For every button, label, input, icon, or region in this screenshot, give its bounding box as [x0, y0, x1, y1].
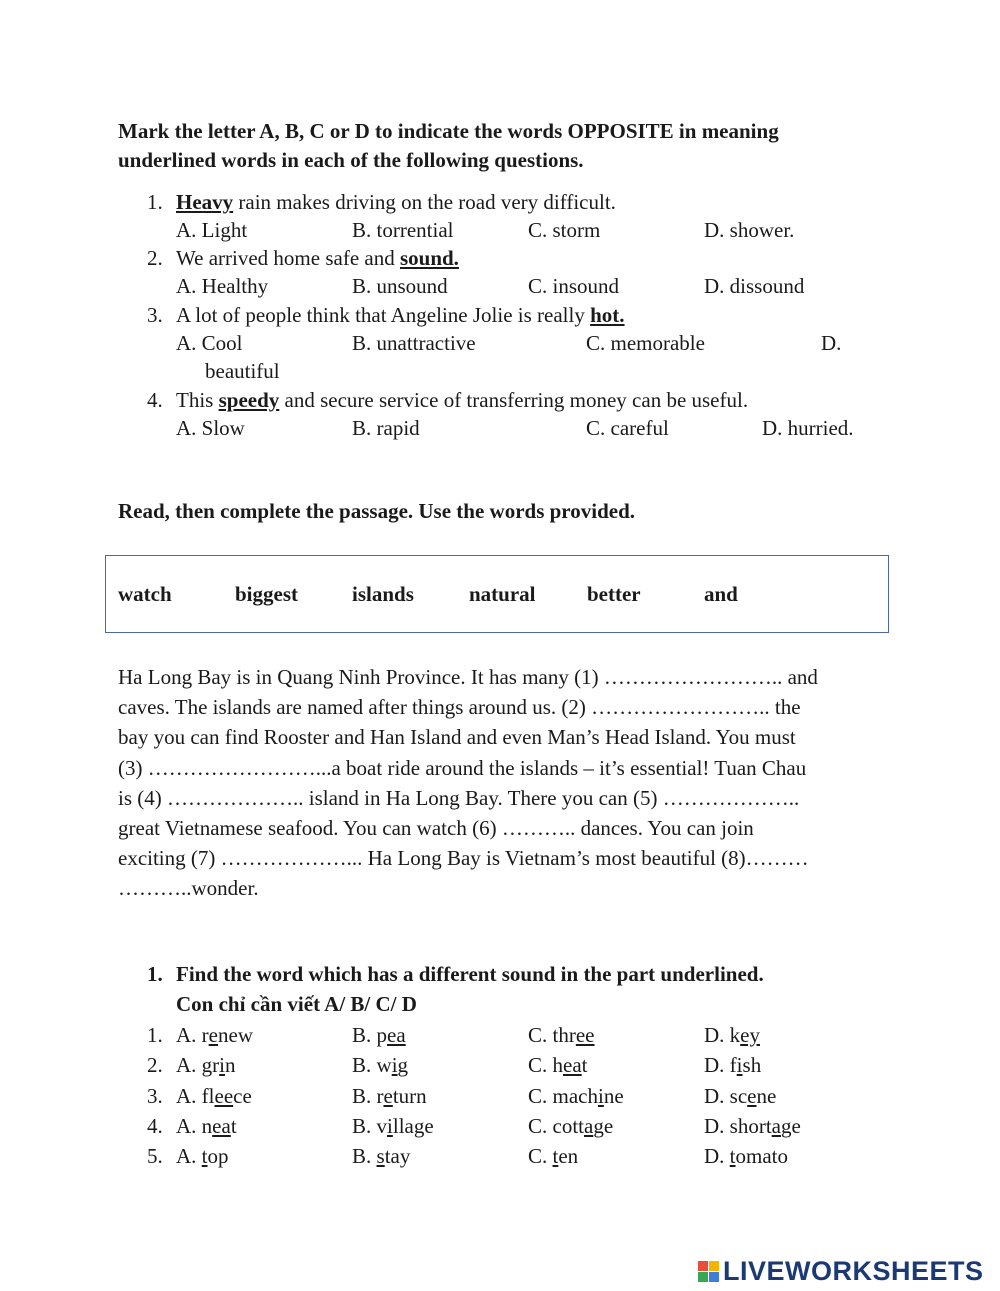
option-prefix: B. w	[352, 1053, 392, 1078]
question-text-post: rain makes driving on the road very difficult.	[233, 190, 616, 214]
sound-option-b	[352, 1112, 434, 1140]
passage-line: is (4) ……………….. island in Ha Long Bay. There you can (5) ………………..	[118, 785, 800, 810]
option-suffix: new	[218, 1023, 253, 1047]
word-bank-word: islands	[352, 582, 414, 606]
option-c: C. insound	[528, 274, 620, 298]
option-suffix: g	[397, 1053, 409, 1078]
question-keyword: Heavy	[176, 190, 234, 214]
row-number: 1.	[147, 1023, 163, 1047]
option-underlined-part: ey	[740, 1023, 760, 1047]
section1-heading-line2: underlined words in each of the following questions.	[118, 148, 584, 172]
question-number: 1.	[147, 190, 163, 214]
row-number: 2.	[147, 1053, 163, 1078]
option-underlined-part: t	[552, 1144, 559, 1169]
sound-option-c	[528, 1082, 624, 1110]
option-d: D. shower.	[704, 218, 795, 242]
option-prefix: C.	[528, 1144, 553, 1169]
option-c: C. memorable	[586, 331, 705, 355]
sound-option-d	[704, 1112, 801, 1140]
sound-option-c	[528, 1051, 588, 1079]
option-prefix: C. mach	[528, 1083, 598, 1108]
sound-option-d	[704, 1051, 761, 1079]
option-suffix: t	[581, 1053, 588, 1078]
option-suffix: omato	[735, 1144, 789, 1169]
question-text	[176, 386, 748, 414]
sound-option-c	[528, 1021, 595, 1049]
section1-heading-line1: Mark the letter A, B, C or D to indicate the words OPPOSITE in meaning	[118, 119, 779, 143]
option-prefix: D. sc	[704, 1083, 748, 1108]
option-d: D. hurried.	[762, 416, 854, 440]
sound-option-a	[176, 1082, 252, 1110]
option-a: A. Slow	[176, 416, 245, 440]
sound-option-a	[176, 1051, 236, 1079]
option-underlined-part: a	[584, 1113, 594, 1138]
option-underlined-part: e	[383, 1083, 393, 1108]
option-c: C. careful	[586, 416, 669, 440]
passage-line: Ha Long Bay is in Quang Ninh Province. It has many (1) …………………….. and	[118, 665, 818, 689]
question-text	[176, 188, 616, 216]
sound-option-d	[704, 1082, 776, 1110]
sound-option-a	[176, 1112, 237, 1140]
option-prefix: A. r	[176, 1023, 209, 1047]
option-prefix: B.	[352, 1144, 377, 1169]
option-a: A. Light	[176, 218, 248, 242]
option-prefix: A. gr	[176, 1053, 220, 1078]
question-text-post: and secure service of transferring money can be useful.	[279, 388, 749, 412]
option-prefix: D. k	[704, 1023, 741, 1047]
section2-heading: Read, then complete the passage. Use the words provided.	[118, 499, 636, 523]
question-number: 3.	[147, 303, 163, 327]
option-suffix: t	[230, 1113, 237, 1138]
option-prefix: C. thr	[528, 1023, 576, 1047]
option-b: B. torrential	[352, 218, 454, 242]
option-suffix: ge	[781, 1113, 801, 1138]
question-text-pre: This	[176, 388, 219, 412]
option-underlined-part: ea	[563, 1053, 582, 1078]
sound-option-c	[528, 1112, 613, 1140]
option-suffix: n	[225, 1053, 236, 1078]
option-underlined-part: t	[729, 1144, 736, 1169]
option-suffix: ne	[603, 1083, 624, 1108]
sound-option-b	[352, 1021, 406, 1049]
question-keyword: speedy	[218, 388, 280, 412]
row-number: 3.	[147, 1083, 163, 1108]
option-underlined-part: i	[387, 1113, 393, 1138]
option-prefix: B. p	[352, 1023, 388, 1047]
passage-line: great Vietnamese seafood. You can watch (6) ……….. dances. You can join	[118, 816, 754, 840]
word-bank-word: natural	[469, 582, 536, 606]
sound-option-c	[528, 1142, 578, 1170]
sound-option-d	[704, 1142, 788, 1170]
option-prefix: B. r	[352, 1083, 384, 1108]
option-underlined-part: ea	[387, 1023, 406, 1047]
option-underlined-part: t	[201, 1144, 208, 1169]
question-text	[176, 301, 625, 329]
option-suffix: turn	[392, 1083, 427, 1108]
question-text-pre: A lot of people think that Angeline Jolie is really	[176, 303, 591, 327]
sound-option-b	[352, 1142, 410, 1170]
option-prefix: D.	[704, 1144, 730, 1169]
option-prefix: A. fl	[176, 1083, 215, 1108]
word-bank-word: watch	[118, 582, 172, 606]
option-underlined-part: i	[219, 1053, 226, 1078]
passage-line: (3) ……………………...a boat ride around the islands – it’s essential! Tuan Chau	[118, 755, 807, 780]
option-underlined-part: i	[391, 1053, 398, 1078]
section3-number: 1.	[147, 962, 163, 986]
question-keyword: hot.	[590, 303, 625, 327]
question-number: 2.	[147, 246, 163, 270]
passage-line: bay you can find Rooster and Han Island and even Man’s Head Island. You must	[118, 725, 796, 750]
option-underlined-part: e	[208, 1023, 218, 1047]
option-suffix: ne	[756, 1083, 777, 1108]
option-c: C. storm	[528, 218, 601, 242]
section3-heading-line2: Con chỉ cần viết A/ B/ C/ D	[176, 992, 417, 1016]
option-suffix: sh	[742, 1053, 762, 1078]
word-bank-word: better	[587, 582, 641, 606]
question-text-pre: We arrived home safe and	[176, 246, 400, 270]
sound-option-d	[704, 1021, 760, 1049]
option-suffix: op	[207, 1144, 229, 1169]
option-prefix: C. h	[528, 1053, 564, 1078]
option-prefix: D. short	[704, 1113, 772, 1138]
option-d-wrap: beautiful	[205, 359, 280, 383]
word-bank-word: and	[704, 582, 738, 606]
logo-squares-icon	[698, 1261, 719, 1282]
option-suffix: llage	[392, 1113, 434, 1138]
option-d: D.	[821, 331, 842, 355]
option-a: A. Cool	[176, 331, 243, 355]
option-suffix: tay	[384, 1144, 411, 1169]
option-suffix: ce	[233, 1083, 252, 1108]
liveworksheets-logo	[698, 1256, 984, 1286]
option-prefix: B. v	[352, 1113, 388, 1138]
passage-line: ………..wonder.	[118, 876, 259, 901]
sound-option-b	[352, 1051, 408, 1079]
option-underlined-part: i	[597, 1083, 604, 1108]
row-number: 5.	[147, 1144, 163, 1169]
passage-line: exciting (7) ………………... Ha Long Bay is Vietnam’s most beautiful (8)………	[118, 846, 809, 871]
option-prefix: A.	[176, 1144, 202, 1169]
option-suffix: ge	[593, 1113, 614, 1138]
row-number: 4.	[147, 1113, 163, 1138]
option-b: B. rapid	[352, 416, 420, 440]
option-prefix: C. cott	[528, 1113, 584, 1138]
option-underlined-part: ee	[575, 1023, 595, 1047]
option-suffix: en	[558, 1144, 579, 1169]
option-underlined-part: i	[736, 1053, 743, 1078]
option-b: B. unsound	[352, 274, 448, 298]
word-bank-word: biggest	[235, 582, 298, 606]
option-underlined-part: ee	[214, 1083, 234, 1108]
option-prefix: A. n	[176, 1113, 213, 1138]
passage-line: caves. The islands are named after things around us. (2) …………………….. the	[118, 695, 801, 720]
sound-option-a	[176, 1021, 253, 1049]
logo-text: LIVEWORKSHEETS	[723, 1255, 984, 1286]
sound-option-b	[352, 1082, 427, 1110]
option-underlined-part: a	[771, 1113, 781, 1138]
question-number: 4.	[147, 388, 163, 412]
option-d: D. dissound	[704, 274, 805, 298]
option-b: B. unattractive	[352, 331, 476, 355]
option-underlined-part: e	[747, 1083, 757, 1108]
question-text	[176, 244, 459, 272]
option-underlined-part: s	[376, 1144, 385, 1169]
option-a: A. Healthy	[176, 274, 269, 298]
option-prefix: D. f	[704, 1053, 737, 1078]
option-underlined-part: ea	[212, 1113, 231, 1138]
sound-option-a	[176, 1142, 229, 1170]
section3-heading-line1: Find the word which has a different sound in the part underlined.	[176, 962, 764, 986]
question-keyword: sound.	[399, 246, 459, 270]
